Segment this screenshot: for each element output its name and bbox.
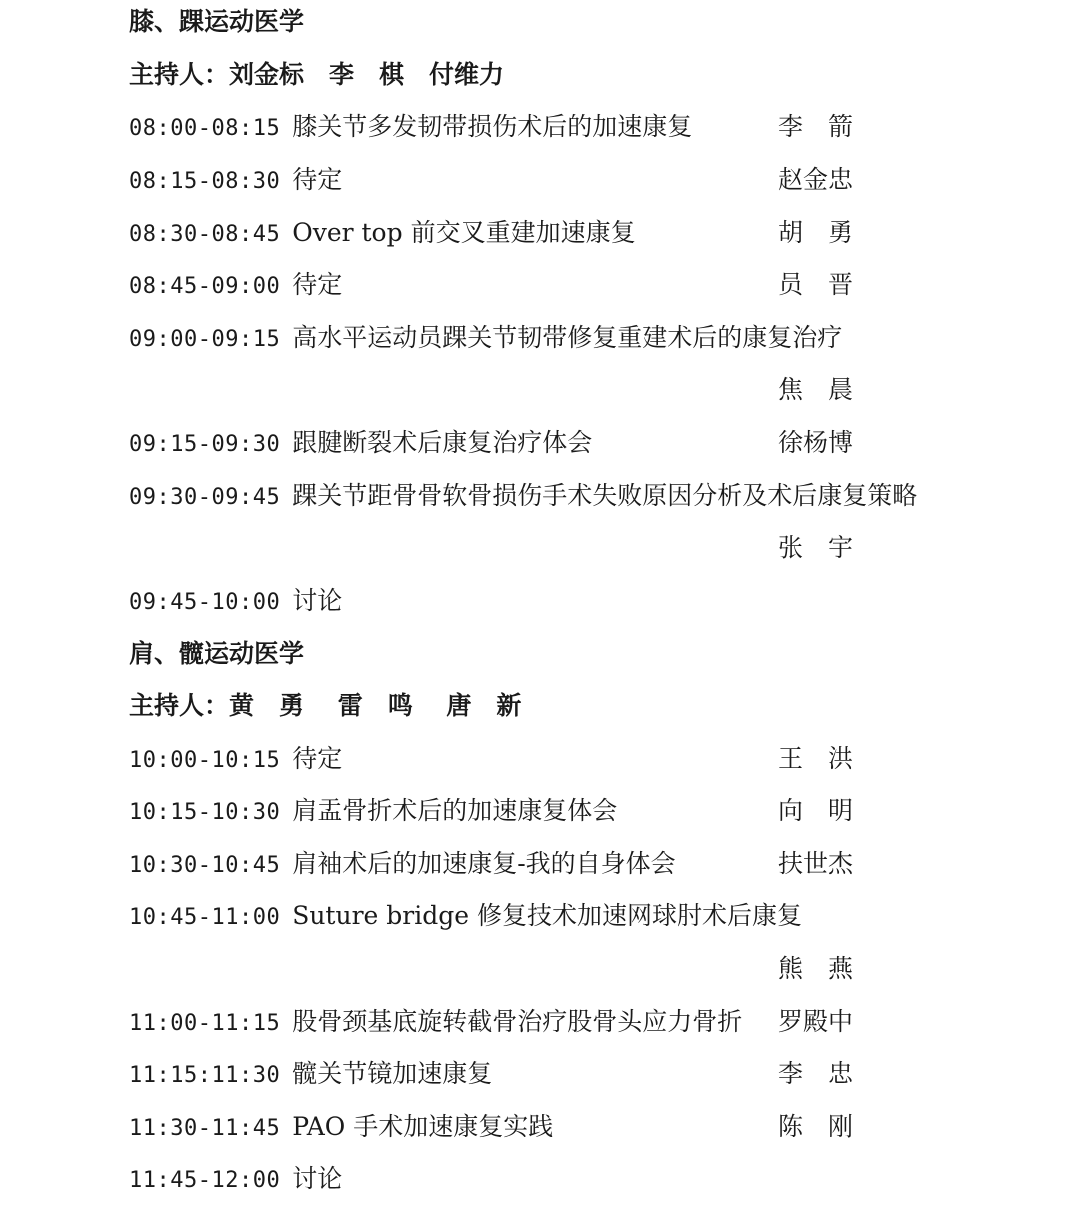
agenda-topic: 髋关节镜加速康复 [292,1059,493,1088]
agenda-row [129,160,1080,200]
agenda-time: 10:45-11:00 [129,905,281,930]
agenda-time: 09:15-09:30 [129,432,281,457]
agenda-row [129,107,1080,147]
agenda-topic: 膝关节多发韧带损伤术后的加速康复 [292,112,693,141]
agenda-row-speaker-line [129,370,1080,410]
agenda-row [129,844,1080,884]
section-title-shoulder-hip: 肩、髋运动医学 [129,639,305,668]
agenda-speaker: 扶世杰 [778,849,854,878]
agenda-speaker: 熊 燕 [778,954,854,983]
agenda-speaker: 罗殿中 [778,1007,854,1036]
agenda-topic: 讨论 [292,1164,343,1193]
agenda-time: 11:00-11:15 [129,1011,281,1036]
agenda-speaker: 李 忠 [778,1059,854,1088]
agenda-topic: 待定 [292,744,343,773]
agenda-row [129,423,1080,463]
agenda-time: 10:15-10:30 [129,800,281,825]
agenda-row [129,318,1080,358]
agenda-row [129,476,1080,516]
section-host-knee-ankle: 主持人：刘金标 李 棋 付维力 [129,60,505,89]
agenda-topic: 肩盂骨折术后的加速康复体会 [292,796,618,825]
agenda-speaker: 王 洪 [778,744,854,773]
agenda-time: 11:45-12:00 [129,1168,281,1193]
agenda-topic: 肩袖术后的加速康复-我的自身体会 [292,849,676,878]
agenda-speaker: 胡 勇 [778,218,854,247]
agenda-speaker: 陈 刚 [778,1112,854,1141]
agenda-speaker: 员 晋 [778,270,854,299]
agenda-time: 11:15:11:30 [129,1063,281,1088]
agenda-row [129,791,1080,831]
agenda-time: 08:15-08:30 [129,169,281,194]
agenda-topic: 待定 [292,270,343,299]
agenda-row-speaker-line [129,949,1080,989]
agenda-time: 10:30-10:45 [129,853,281,878]
agenda-topic: 跟腱断裂术后康复治疗体会 [292,428,593,457]
agenda-time: 09:30-09:45 [129,485,281,510]
agenda-topic: 高水平运动员踝关节韧带修复重建术后的康复治疗 [292,323,843,352]
agenda-time: 08:45-09:00 [129,274,281,299]
agenda-time: 10:00-10:15 [129,748,281,773]
agenda-topic: PAO 手术加速康复实践 [292,1112,554,1141]
agenda-time: 09:00-09:15 [129,327,281,352]
agenda-row [129,1054,1080,1094]
agenda-row-speaker-line [129,528,1080,568]
section-title-knee-ankle: 膝、踝运动医学 [129,7,305,36]
agenda-row [129,213,1080,253]
agenda-speaker: 徐杨博 [778,428,854,457]
agenda-topic: 股骨颈基底旋转截骨治疗股骨头应力骨折 [292,1007,743,1036]
agenda-row [129,739,1080,779]
agenda-time: 11:30-11:45 [129,1116,281,1141]
agenda-speaker: 李 箭 [778,112,854,141]
agenda-time: 09:45-10:00 [129,590,281,615]
agenda-speaker: 赵金忠 [778,165,854,194]
agenda-time: 08:00-08:15 [129,116,281,141]
agenda-topic: 待定 [292,165,343,194]
agenda-time: 08:30-08:45 [129,222,281,247]
agenda-row [129,1159,1080,1199]
agenda-topic: 讨论 [292,586,343,615]
agenda-row [129,581,1080,621]
agenda-row [129,896,1080,936]
agenda-speaker: 焦 晨 [778,375,854,404]
agenda-speaker: 向 明 [778,796,854,825]
agenda-speaker: 张 宇 [778,533,854,562]
agenda-topic: 踝关节距骨骨软骨损伤手术失败原因分析及术后康复策略 [292,481,918,510]
agenda-row [129,1002,1080,1042]
agenda-topic: Suture bridge 修复技术加速网球肘术后康复 [292,901,802,930]
agenda-topic: Over top 前交叉重建加速康复 [292,218,636,247]
agenda-row [129,1107,1080,1147]
section-host-shoulder-hip: 主持人：黄 勇 雷 鸣 唐 新 [129,691,522,720]
agenda-row [129,265,1080,305]
